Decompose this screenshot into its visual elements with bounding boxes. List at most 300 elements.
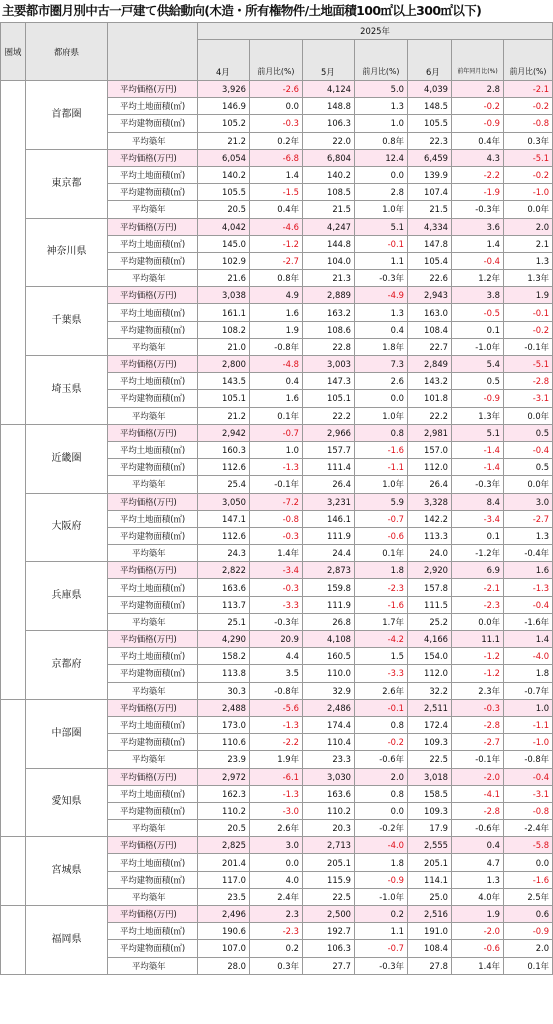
value-cell: 6,054: [198, 149, 250, 166]
change-cell: -0.5: [452, 304, 504, 321]
metric-label: 平均築年: [108, 751, 198, 768]
value-cell: 147.8: [408, 235, 452, 252]
change-cell: -0.3: [250, 115, 303, 132]
value-cell: 205.1: [408, 854, 452, 871]
change-cell: 1.8: [355, 854, 408, 871]
change-cell: 1.0: [355, 115, 408, 132]
value-cell: 111.5: [408, 596, 452, 613]
value-cell: 26.4: [408, 476, 452, 493]
value-cell: 3,038: [198, 287, 250, 304]
value-cell: 25.2: [408, 613, 452, 630]
value-cell: 2,555: [408, 837, 452, 854]
value-cell: 25.1: [198, 613, 250, 630]
value-cell: 105.5: [198, 184, 250, 201]
change-cell: 0.8: [355, 716, 408, 733]
change-cell: -4.6: [250, 218, 303, 235]
value-cell: 112.6: [198, 459, 250, 476]
change-cell: 0.0: [250, 98, 303, 115]
change-cell: 2.6年: [355, 682, 408, 699]
value-cell: 142.2: [408, 510, 452, 527]
value-cell: 2,972: [198, 768, 250, 785]
metric-label: 平均築年: [108, 132, 198, 149]
value-cell: 4,334: [408, 218, 452, 235]
change-cell: -5.6: [250, 699, 303, 716]
metric-label: 平均価格(万円): [108, 906, 198, 923]
change-cell: -0.3: [452, 699, 504, 716]
value-cell: 22.0: [303, 132, 355, 149]
change-cell: -0.8: [250, 510, 303, 527]
change-cell: -6.8: [250, 149, 303, 166]
metric-label: 平均築年: [108, 338, 198, 355]
change-cell: 5.4: [452, 356, 504, 373]
value-cell: 0.0: [504, 854, 553, 871]
value-cell: 2,486: [303, 699, 355, 716]
value-cell: 0.6: [504, 906, 553, 923]
change-cell: 1.0年: [355, 407, 408, 424]
value-cell: -0.8年: [504, 751, 553, 768]
change-cell: 4.0: [250, 871, 303, 888]
value-cell: -0.8: [504, 115, 553, 132]
value-cell: 192.7: [303, 923, 355, 940]
change-cell: 2.8: [355, 184, 408, 201]
value-cell: 21.5: [303, 201, 355, 218]
metric-label: 平均価格(万円): [108, 562, 198, 579]
metric-label: 平均価格(万円): [108, 493, 198, 510]
change-cell: 1.4年: [250, 545, 303, 562]
value-cell: 24.3: [198, 545, 250, 562]
change-cell: 0.2: [250, 940, 303, 957]
value-cell: 2,511: [408, 699, 452, 716]
value-cell: -1.0: [504, 734, 553, 751]
value-cell: 158.5: [408, 785, 452, 802]
value-cell: 106.3: [303, 940, 355, 957]
value-cell: -0.2: [504, 98, 553, 115]
change-cell: 0.0: [355, 802, 408, 819]
value-cell: 160.5: [303, 648, 355, 665]
change-cell: -0.3: [250, 579, 303, 596]
change-cell: 5.1: [355, 218, 408, 235]
metric-label: 平均土地面積(㎡): [108, 235, 198, 252]
value-cell: 148.8: [303, 98, 355, 115]
metric-label: 平均価格(万円): [108, 424, 198, 441]
value-cell: 161.1: [198, 304, 250, 321]
value-cell: 4,042: [198, 218, 250, 235]
change-cell: -1.2: [452, 665, 504, 682]
value-cell: 1.0: [504, 699, 553, 716]
value-cell: 108.4: [408, 321, 452, 338]
prefecture-name: 京都府: [26, 631, 108, 700]
change-cell: -0.1: [355, 699, 408, 716]
change-cell: -4.1: [452, 785, 504, 802]
change-cell: -2.8: [452, 802, 504, 819]
value-cell: 2,822: [198, 562, 250, 579]
change-cell: -2.3: [452, 596, 504, 613]
value-cell: -2.8: [504, 373, 553, 390]
metric-label: 平均築年: [108, 957, 198, 974]
value-cell: -5.1: [504, 149, 553, 166]
value-cell: 163.6: [303, 785, 355, 802]
change-cell: -2.0: [452, 768, 504, 785]
value-cell: 32.2: [408, 682, 452, 699]
value-cell: 0.3年: [504, 132, 553, 149]
change-cell: 1.3: [355, 304, 408, 321]
value-cell: 112.0: [408, 459, 452, 476]
value-cell: 108.4: [408, 940, 452, 957]
change-cell: 0.4: [250, 373, 303, 390]
change-cell: -2.3: [355, 579, 408, 596]
change-cell: -2.8: [452, 716, 504, 733]
metric-label: 平均土地面積(㎡): [108, 923, 198, 940]
page-title: 主要都市圏月別中古一戸建て供給動向(木造・所有権物件/土地面積100㎡以上300㎡以下): [2, 3, 482, 18]
change-cell: 1.0年: [355, 476, 408, 493]
change-cell: 0.8年: [355, 132, 408, 149]
value-cell: 0.0年: [504, 201, 553, 218]
value-cell: 1.3: [504, 527, 553, 544]
header-area: 圏域: [1, 23, 26, 81]
table-row: [1, 768, 553, 785]
change-cell: -2.6: [250, 81, 303, 98]
change-cell: -0.6: [355, 527, 408, 544]
change-cell: -1.6: [355, 441, 408, 458]
prefecture-name: 愛知県: [26, 768, 108, 837]
metric-label: 平均建物面積(㎡): [108, 252, 198, 269]
value-cell: 22.2: [408, 407, 452, 424]
change-cell: 1.9年: [250, 751, 303, 768]
value-cell: 22.5: [303, 888, 355, 905]
change-cell: 0.8年: [250, 270, 303, 287]
value-cell: 2,849: [408, 356, 452, 373]
value-cell: 108.5: [303, 184, 355, 201]
prefecture-name: 埼玉県: [26, 356, 108, 425]
change-cell: 1.3: [355, 98, 408, 115]
change-cell: -0.2年: [355, 820, 408, 837]
metric-label: 平均築年: [108, 270, 198, 287]
change-cell: -2.1: [452, 579, 504, 596]
value-cell: 114.1: [408, 871, 452, 888]
value-cell: 22.2: [303, 407, 355, 424]
change-cell: -6.1: [250, 768, 303, 785]
change-cell: -7.2: [250, 493, 303, 510]
value-cell: 113.8: [198, 665, 250, 682]
change-cell: 1.3: [452, 871, 504, 888]
value-cell: 105.2: [198, 115, 250, 132]
value-cell: -3.1: [504, 390, 553, 407]
area-cell: [1, 424, 26, 699]
value-cell: 2,800: [198, 356, 250, 373]
change-cell: 1.4: [452, 235, 504, 252]
value-cell: 111.9: [303, 527, 355, 544]
change-cell: -3.4: [250, 562, 303, 579]
value-cell: 110.2: [303, 802, 355, 819]
value-cell: 146.1: [303, 510, 355, 527]
change-cell: -1.2: [452, 648, 504, 665]
change-cell: -4.9: [355, 287, 408, 304]
value-cell: 111.9: [303, 596, 355, 613]
change-cell: 3.0: [250, 837, 303, 854]
value-cell: -0.4: [504, 596, 553, 613]
value-cell: -0.1: [504, 304, 553, 321]
value-cell: -1.1: [504, 716, 553, 733]
value-cell: 27.7: [303, 957, 355, 974]
value-cell: 147.1: [198, 510, 250, 527]
value-cell: -0.9: [504, 923, 553, 940]
change-cell: 4.0年: [452, 888, 504, 905]
value-cell: 27.8: [408, 957, 452, 974]
value-cell: 2,966: [303, 424, 355, 441]
value-cell: 2,516: [408, 906, 452, 923]
value-cell: 2,825: [198, 837, 250, 854]
value-cell: 110.0: [303, 665, 355, 682]
value-cell: 2,496: [198, 906, 250, 923]
value-cell: 32.9: [303, 682, 355, 699]
value-cell: 108.6: [303, 321, 355, 338]
table-row: [1, 493, 553, 510]
header-mom-jun: 前月比(%): [504, 40, 553, 81]
value-cell: 105.1: [198, 390, 250, 407]
change-cell: 0.0: [250, 854, 303, 871]
change-cell: 1.9: [250, 321, 303, 338]
value-cell: 2.1: [504, 235, 553, 252]
change-cell: 1.4: [250, 166, 303, 183]
value-cell: 205.1: [303, 854, 355, 871]
value-cell: -0.4: [504, 441, 553, 458]
change-cell: 8.4: [452, 493, 504, 510]
change-cell: 1.1: [355, 923, 408, 940]
change-cell: 2.6年: [250, 820, 303, 837]
value-cell: 191.0: [408, 923, 452, 940]
value-cell: 0.0年: [504, 476, 553, 493]
change-cell: 1.4年: [452, 957, 504, 974]
change-cell: 4.4: [250, 648, 303, 665]
value-cell: -5.1: [504, 356, 553, 373]
metric-label: 平均築年: [108, 888, 198, 905]
change-cell: 0.1: [452, 527, 504, 544]
value-cell: 3,328: [408, 493, 452, 510]
area-cell: [1, 81, 26, 425]
metric-label: 平均建物面積(㎡): [108, 802, 198, 819]
metric-label: 平均価格(万円): [108, 699, 198, 716]
change-cell: 5.9: [355, 493, 408, 510]
value-cell: 113.7: [198, 596, 250, 613]
header-yoy-jun: 前年同月比(%): [452, 40, 504, 81]
change-cell: -2.7: [452, 734, 504, 751]
change-cell: -1.1: [355, 459, 408, 476]
change-cell: -4.8: [250, 356, 303, 373]
change-cell: -1.4: [452, 441, 504, 458]
value-cell: 110.6: [198, 734, 250, 751]
value-cell: 3,050: [198, 493, 250, 510]
value-cell: 2,981: [408, 424, 452, 441]
change-cell: 0.4年: [250, 201, 303, 218]
value-cell: -1.6年: [504, 613, 553, 630]
value-cell: 21.6: [198, 270, 250, 287]
header-mom-apr: 前月比(%): [250, 40, 303, 81]
change-cell: -0.1年: [250, 476, 303, 493]
change-cell: -1.2年: [452, 545, 504, 562]
metric-label: 平均築年: [108, 476, 198, 493]
change-cell: 7.3: [355, 356, 408, 373]
change-cell: -1.9: [452, 184, 504, 201]
value-cell: 157.8: [408, 579, 452, 596]
value-cell: 22.7: [408, 338, 452, 355]
value-cell: 30.3: [198, 682, 250, 699]
change-cell: 0.2年: [250, 132, 303, 149]
change-cell: 0.1: [452, 321, 504, 338]
change-cell: 5.1: [452, 424, 504, 441]
value-cell: 105.5: [408, 115, 452, 132]
change-cell: 1.1: [355, 252, 408, 269]
value-cell: 115.9: [303, 871, 355, 888]
change-cell: 1.5: [355, 648, 408, 665]
prefecture-name: 兵庫県: [26, 562, 108, 631]
value-cell: -3.1: [504, 785, 553, 802]
value-cell: -1.0: [504, 184, 553, 201]
change-cell: -0.7: [355, 510, 408, 527]
table-row: [1, 906, 553, 923]
value-cell: 24.0: [408, 545, 452, 562]
value-cell: 4,166: [408, 631, 452, 648]
header-prefecture: 都府県: [26, 23, 108, 81]
change-cell: 1.6: [250, 304, 303, 321]
change-cell: -4.0: [355, 837, 408, 854]
change-cell: 1.3年: [452, 407, 504, 424]
change-cell: 1.7年: [355, 613, 408, 630]
metric-label: 平均土地面積(㎡): [108, 373, 198, 390]
change-cell: 4.3: [452, 149, 504, 166]
change-cell: 12.4: [355, 149, 408, 166]
value-cell: -0.1年: [504, 338, 553, 355]
value-cell: 0.1年: [504, 957, 553, 974]
value-cell: 173.0: [198, 716, 250, 733]
value-cell: 3,231: [303, 493, 355, 510]
table-row: [1, 81, 553, 98]
metric-label: 平均建物面積(㎡): [108, 940, 198, 957]
metric-label: 平均価格(万円): [108, 149, 198, 166]
metric-label: 平均建物面積(㎡): [108, 321, 198, 338]
value-cell: 20.3: [303, 820, 355, 837]
metric-label: 平均築年: [108, 613, 198, 630]
value-cell: 201.4: [198, 854, 250, 871]
change-cell: 4.7: [452, 854, 504, 871]
metric-label: 平均価格(万円): [108, 837, 198, 854]
prefecture-name: 大阪府: [26, 493, 108, 562]
header-metric: [108, 23, 198, 81]
value-cell: 1.3: [504, 252, 553, 269]
value-cell: 21.3: [303, 270, 355, 287]
value-cell: 23.5: [198, 888, 250, 905]
value-cell: 22.6: [408, 270, 452, 287]
metric-label: 平均土地面積(㎡): [108, 648, 198, 665]
value-cell: 0.5: [504, 424, 553, 441]
value-cell: 143.2: [408, 373, 452, 390]
value-cell: 163.2: [303, 304, 355, 321]
change-cell: 1.0年: [355, 201, 408, 218]
value-cell: 109.3: [408, 734, 452, 751]
change-cell: -1.3: [250, 459, 303, 476]
value-cell: 26.4: [303, 476, 355, 493]
value-cell: 2,920: [408, 562, 452, 579]
change-cell: -0.3年: [452, 201, 504, 218]
value-cell: 20.5: [198, 820, 250, 837]
value-cell: 146.9: [198, 98, 250, 115]
change-cell: -2.2: [250, 734, 303, 751]
value-cell: -2.1: [504, 81, 553, 98]
change-cell: -0.9: [355, 871, 408, 888]
metric-label: 平均建物面積(㎡): [108, 390, 198, 407]
value-cell: 113.3: [408, 527, 452, 544]
change-cell: 1.6: [250, 390, 303, 407]
change-cell: 0.4年: [452, 132, 504, 149]
area-cell: [1, 837, 26, 906]
table-row: [1, 149, 553, 166]
value-cell: 6,804: [303, 149, 355, 166]
change-cell: -0.3: [250, 527, 303, 544]
change-cell: -1.6: [355, 596, 408, 613]
metric-label: 平均土地面積(㎡): [108, 579, 198, 596]
metric-label: 平均建物面積(㎡): [108, 734, 198, 751]
value-cell: 107.0: [198, 940, 250, 957]
metric-label: 平均土地面積(㎡): [108, 441, 198, 458]
value-cell: 160.3: [198, 441, 250, 458]
value-cell: 25.4: [198, 476, 250, 493]
metric-label: 平均建物面積(㎡): [108, 184, 198, 201]
change-cell: 1.0: [250, 441, 303, 458]
table-row: [1, 699, 553, 716]
value-cell: 158.2: [198, 648, 250, 665]
table-row: [1, 562, 553, 579]
value-cell: -0.2: [504, 321, 553, 338]
metric-label: 平均建物面積(㎡): [108, 527, 198, 544]
value-cell: 117.0: [198, 871, 250, 888]
change-cell: 0.5: [452, 373, 504, 390]
change-cell: -3.3: [250, 596, 303, 613]
value-cell: -0.4: [504, 768, 553, 785]
metric-label: 平均築年: [108, 545, 198, 562]
value-cell: 106.3: [303, 115, 355, 132]
value-cell: 172.4: [408, 716, 452, 733]
change-cell: -0.6年: [355, 751, 408, 768]
value-cell: 109.3: [408, 802, 452, 819]
value-cell: 22.3: [408, 132, 452, 149]
prefecture-name: 福岡県: [26, 906, 108, 975]
metric-label: 平均築年: [108, 407, 198, 424]
value-cell: 28.0: [198, 957, 250, 974]
value-cell: 21.2: [198, 407, 250, 424]
change-cell: 2.6: [355, 373, 408, 390]
metric-label: 平均土地面積(㎡): [108, 98, 198, 115]
change-cell: -0.8年: [250, 338, 303, 355]
change-cell: -0.2: [452, 98, 504, 115]
table-row: [1, 287, 553, 304]
change-cell: 1.8: [355, 562, 408, 579]
metric-label: 平均土地面積(㎡): [108, 716, 198, 733]
change-cell: 0.4: [452, 837, 504, 854]
table-row: [1, 424, 553, 441]
value-cell: 22.8: [303, 338, 355, 355]
prefecture-name: 神奈川県: [26, 218, 108, 287]
value-cell: 110.2: [198, 802, 250, 819]
change-cell: -2.2: [452, 166, 504, 183]
value-cell: 105.1: [303, 390, 355, 407]
value-cell: -4.0: [504, 648, 553, 665]
value-cell: 24.4: [303, 545, 355, 562]
value-cell: 0.5: [504, 459, 553, 476]
value-cell: 4,039: [408, 81, 452, 98]
value-cell: 1.9: [504, 287, 553, 304]
change-cell: -1.5: [250, 184, 303, 201]
header-month-jun: 6月: [408, 40, 452, 81]
metric-label: 平均価格(万円): [108, 768, 198, 785]
